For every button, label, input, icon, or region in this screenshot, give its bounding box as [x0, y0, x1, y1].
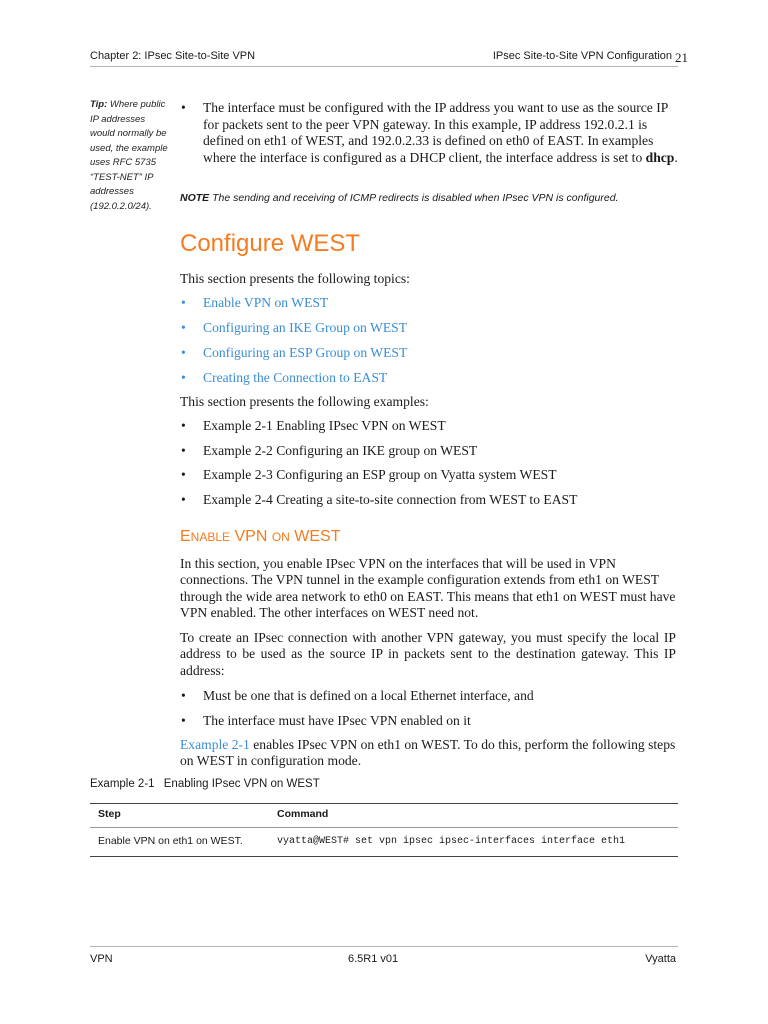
list-item: • Example 2-3 Configuring an ESP group on Vyatta system WEST: [181, 467, 557, 482]
intro-bullet-text: The interface must be configured with the IP address you want to use as the source IP for packets sent to the peer VPN gateway. In this example, IP address 192.0.2.1 is defined on eth1 of WEST, and 192.0.2.33 is defined on eth0 of EAST. In examples where the interface is configured as a DHCP client, the interface address is set to: [203, 100, 668, 165]
footer-version: 6.5R1 v01: [348, 953, 399, 965]
sidebar-tip: [90, 98, 168, 214]
topic-link[interactable]: • Configuring an ESP Group on WEST: [181, 345, 408, 360]
step-cell: Enable VPN on eth1 on WEST.: [90, 828, 269, 857]
topics-list: [180, 295, 680, 387]
example-caption: [90, 778, 320, 790]
configure-west-heading: Configure WEST: [180, 230, 361, 257]
topic-link[interactable]: • Creating the Connection to EAST: [181, 370, 388, 385]
header-section: IPsec Site-to-Site VPN Configuration: [492, 50, 672, 62]
topic-link-label[interactable]: Configuring an ESP Group on WEST: [203, 345, 408, 360]
examples-intro: This section presents the following examples:: [180, 394, 429, 409]
note-label: NOTE: [180, 192, 210, 204]
tip-label: Tip:: [90, 99, 108, 110]
example-caption-text: Enabling IPsec VPN on WEST: [163, 778, 320, 790]
command-cell: vyatta@WEST# set vpn ipsec ipsec-interfaces interface eth1: [269, 828, 678, 857]
list-item: • The interface must have IPsec VPN enabled on it: [181, 712, 471, 728]
intro-bullet: [180, 100, 680, 166]
header-rule: [90, 66, 678, 67]
table-row: [90, 828, 678, 857]
footer-rule: [90, 946, 678, 947]
list-item: • Example 2-2 Configuring an IKE group on WEST: [181, 442, 478, 458]
footer-company: Vyatta: [645, 953, 676, 965]
list-item: • Example 2-4 Creating a site-to-site connection from WEST to EAST: [181, 491, 578, 507]
example-caption-number: Example 2-1: [90, 778, 155, 790]
intro-bullet-bold: dhcp: [645, 149, 675, 165]
steps-table: [90, 803, 678, 857]
bullet-dot: •: [181, 100, 186, 115]
topic-link[interactable]: • Configuring an IKE Group on WEST: [181, 320, 408, 335]
enable-vpn-heading: ENABLE VPN ON WEST: [180, 528, 341, 545]
enable-vpn-paragraph-2: To create an IPsec connection with another VPN gateway, you must specify the local IP address to be used as the source IP in packets sent to the destination gateway. This IP address:: [180, 630, 676, 678]
column-header-step: Step: [90, 804, 269, 828]
tip-text: Where public IP addresses would normally be used, the example uses RFC 5735 “TEST-NET” IP addresses (192.0.2.0/24).: [90, 99, 168, 212]
examples-list: [180, 418, 680, 508]
note: [180, 192, 680, 204]
requirements-list: [180, 688, 680, 729]
footer-product: VPN: [90, 953, 113, 965]
list-item: • Must be one that is defined on a local Ethernet interface, and: [181, 688, 534, 703]
note-text: The sending and receiving of ICMP redirects is disabled when IPsec VPN is configured.: [212, 192, 619, 204]
intro-bullet-end: .: [674, 149, 678, 165]
enable-vpn-paragraph-1: In this section, you enable IPsec VPN on the interfaces that will be used in VPN connections. The VPN tunnel in the example configuration extends from eth1 on WEST through the wide area network to eth0 on EAST. This means that eth1 on WEST must have VPN enabled. The other interfaces on WEST need not.: [180, 556, 676, 620]
enable-vpn-paragraph-3: Example 2-1 enables IPsec VPN on eth1 on WEST. To do this, perform the following steps on WEST in configuration mode.: [180, 737, 676, 769]
page-number: 21: [675, 50, 688, 65]
topic-link-label[interactable]: Creating the Connection to EAST: [203, 370, 388, 385]
column-header-command: Command: [269, 804, 678, 828]
list-item: • Example 2-1 Enabling IPsec VPN on WEST: [181, 418, 446, 433]
topic-link-label[interactable]: Configuring an IKE Group on WEST: [203, 320, 408, 335]
header-chapter: Chapter 2: IPsec Site-to-Site VPN: [90, 50, 256, 62]
topics-intro: This section presents the following topics:: [180, 271, 410, 286]
table-header-row: [90, 804, 678, 828]
topic-link-label[interactable]: Enable VPN on WEST: [203, 295, 329, 310]
example-link[interactable]: Example 2-1: [180, 737, 250, 752]
topic-link[interactable]: • Enable VPN on WEST: [181, 295, 329, 310]
